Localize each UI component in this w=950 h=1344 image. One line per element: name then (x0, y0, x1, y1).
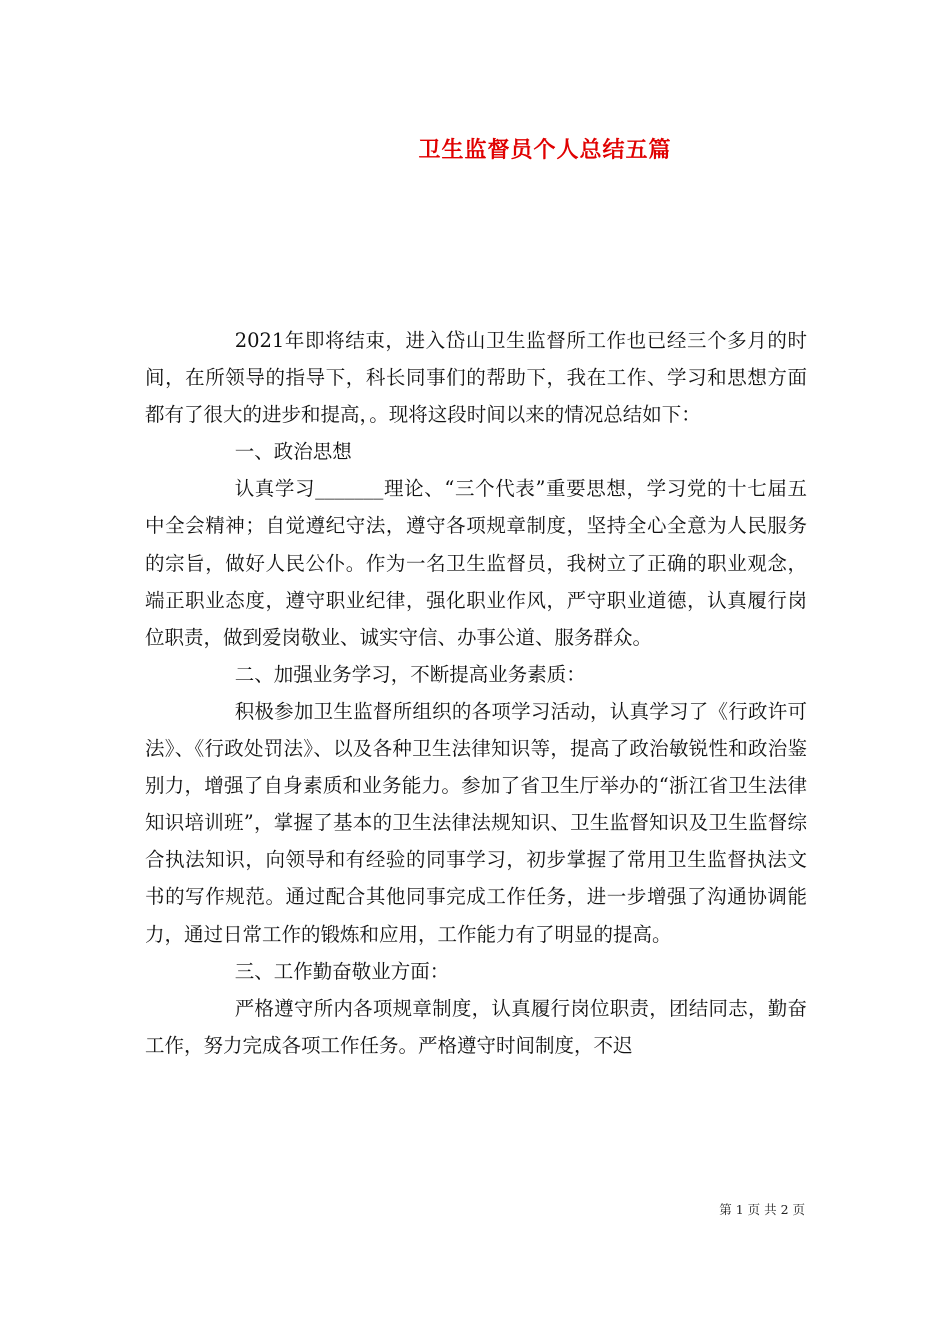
paragraph-intro: 2021年即将结束，进入岱山卫生监督所工作也已经三个多月的时间，在所领导的指导下，科长同事们的帮助下，我在工作、学习和思想方面都有了很大的进步和提高，。现将这段时间以来的情况总结如下： (145, 329, 807, 427)
document-title: 卫生监督员个人总结五篇 (418, 137, 672, 163)
paragraph-political: 认真学习_______理论、“三个代表”重要思想，学习党的十七届五中全会精神；自觉遵纪守法，遵守各项规章制度，坚持全心全意为人民服务的宗旨，做好人民公仆。作为一名卫生监督员，我树立了正确的职业观念，端正职业态度，遵守职业纪律，强化职业作风，严守职业道德，认真履行岗位职责，做到爱岗敬业、诚实守信、办事公道、服务群众。 (145, 477, 807, 649)
heading-study: 二、加强业务学习，不断提高业务素质： (234, 662, 586, 686)
heading-work: 三、工作勤奋敬业方面： (234, 959, 450, 983)
page-number: 第 1 页 共 2 页 (719, 1202, 805, 1217)
document-body (145, 322, 807, 1064)
heading-political: 一、政治思想 (234, 440, 352, 464)
paragraph-work: 严格遵守所内各项规章制度，认真履行岗位职责，团结同志，勤奋工作，努力完成各项工作任务。严格遵守时间制度，不迟 (145, 996, 807, 1057)
paragraph-study: 积极参加卫生监督所组织的各项学习活动，认真学习了《行政许可法》、《行政处罚法》、以及各种卫生法律知识等，提高了政治敏锐性和政治鉴别力，增强了自身素质和业务能力。参加了省卫生厅举办的“浙江省卫生法律知识培训班”，掌握了基本的卫生法律法规知识、卫生监督知识及卫生监督综合执法知识，向领导和有经验的同事学习，初步掌握了常用卫生监督执法文书的写作规范。通过配合其他同事完成工作任务，进一步增强了沟通协调能力，通过日常工作的锻炼和应用，工作能力有了明显的提高。 (145, 699, 807, 946)
